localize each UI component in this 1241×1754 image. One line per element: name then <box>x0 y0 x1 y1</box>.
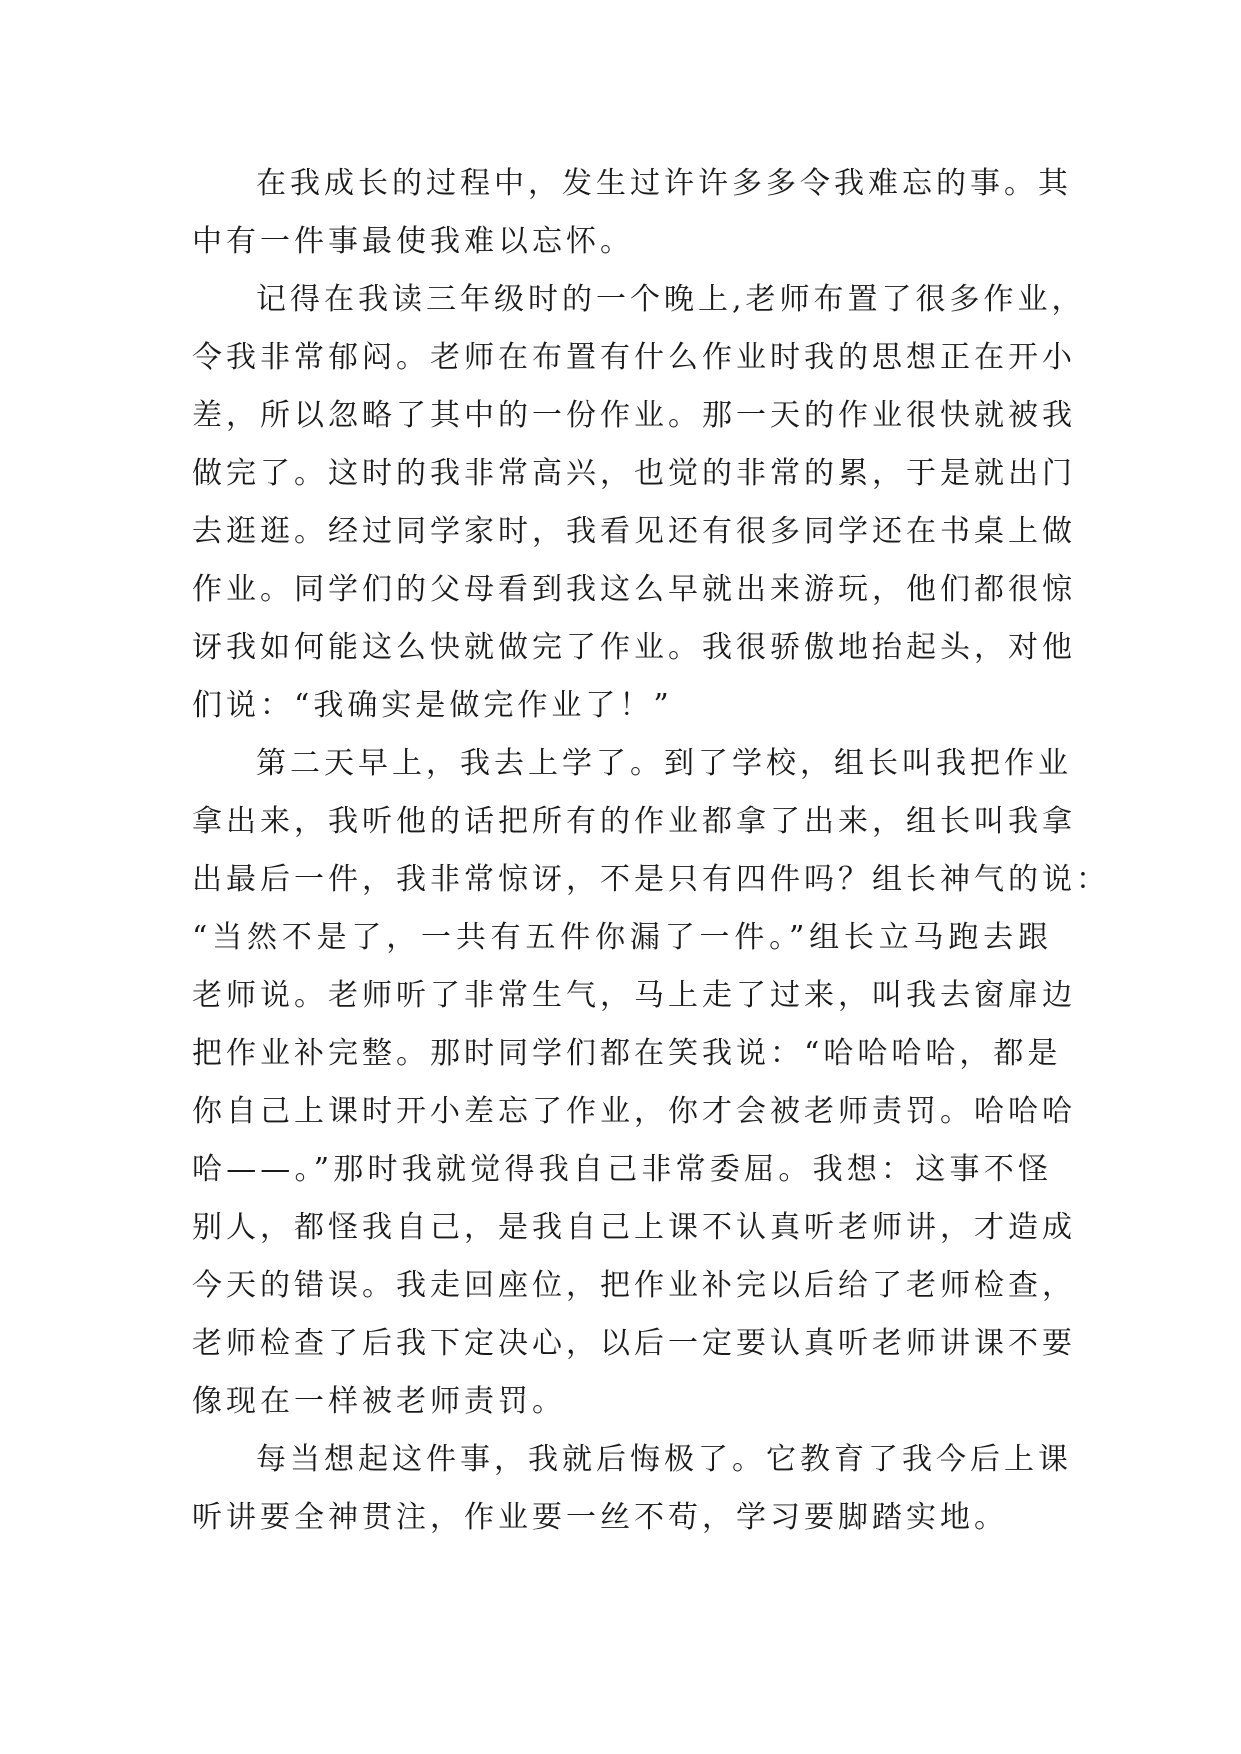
text-line: “当然不是了，一共有五件你漏了一件。”组长立马跑去跟 <box>192 920 1052 955</box>
text-line: 们说：“我确实是做完作业了！” <box>192 688 673 723</box>
text-line: 拿出来，我听他的话把所有的作业都拿了出来，组长叫我拿 <box>192 804 1076 839</box>
text-line: 听讲要全神贯注，作业要一丝不苟，学习要脚踏实地。 <box>192 1500 1008 1535</box>
text-line: 老师说。老师听了非常生气，马上走了过来，叫我去窗扉边 <box>192 978 1076 1013</box>
text-line: 别人，都怪我自己，是我自己上课不认真听老师讲，才造成 <box>192 1210 1076 1245</box>
text-line: 作业。同学们的父母看到我这么早就出来游玩，他们都很惊 <box>192 572 1076 607</box>
text-line: 像现在一样被老师责罚。 <box>192 1384 566 1419</box>
text-line: 哈——。”那时我就觉得我自己非常委屈。我想：这事不怪 <box>192 1152 1052 1187</box>
text-line: 你自己上课时开小差忘了作业，你才会被老师责罚。哈哈哈 <box>192 1094 1076 1129</box>
essay-body <box>192 155 1110 1547</box>
paragraph-1 <box>192 155 1072 271</box>
text-line: 去逛逛。经过同学家时，我看见还有很多同学还在书桌上做 <box>192 514 1076 549</box>
text-line: 令我非常郁闷。老师在布置有什么作业时我的思想正在开小 <box>192 340 1076 375</box>
text-line: 做完了。这时的我非常高兴，也觉的非常的累，于是就出门 <box>192 456 1076 491</box>
text-line: 把作业补完整。那时同学们都在笑我说：“哈哈哈哈，都是 <box>192 1036 1062 1071</box>
text-line: 讶我如何能这么快就做完了作业。我很骄傲地抬起头，对他 <box>192 630 1076 665</box>
text-line: 老师检查了后我下定决心，以后一定要认真听老师讲课不要 <box>192 1326 1076 1361</box>
text-line: 在我成长的过程中，发生过许许多多令我难忘的事。其 <box>256 166 1072 201</box>
paragraph-2 <box>192 271 1086 735</box>
text-line: 每当想起这件事，我就后悔极了。它教育了我今后上课 <box>256 1442 1072 1477</box>
text-line: 第二天早上，我去上学了。到了学校，组长叫我把作业 <box>256 746 1072 781</box>
paragraph-3 <box>192 735 1110 1431</box>
text-line: 出最后一件，我非常惊讶，不是只有四件吗？组长神气的说： <box>192 862 1110 897</box>
paragraph-4 <box>192 1431 1072 1547</box>
text-line: 今天的错误。我走回座位，把作业补完以后给了老师检查， <box>192 1268 1076 1303</box>
text-line: 中有一件事最使我难以忘怀。 <box>192 224 634 259</box>
text-line: 差，所以忽略了其中的一份作业。那一天的作业很快就被我 <box>192 398 1076 433</box>
text-line: 记得在我读三年级时的一个晚上,老师布置了很多作业， <box>256 282 1086 317</box>
